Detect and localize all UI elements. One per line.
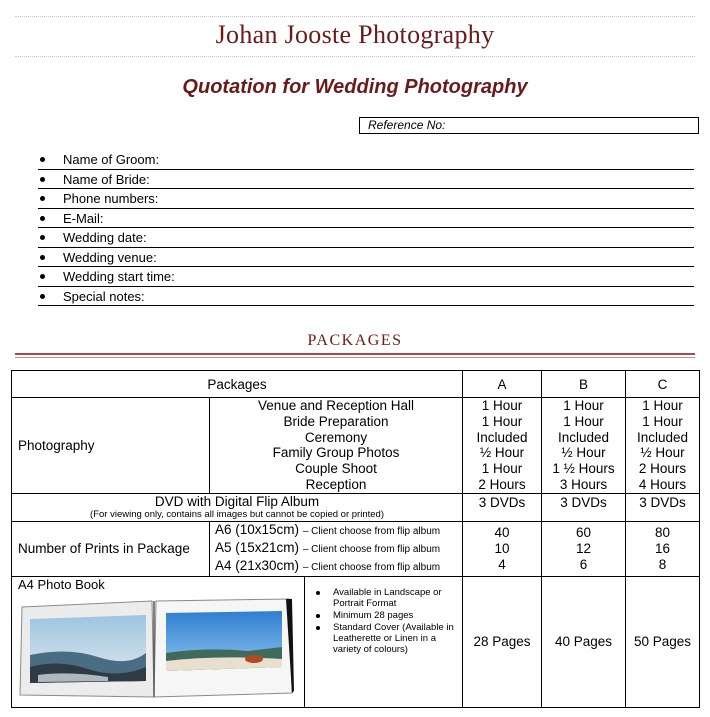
feature-text: Available in Landscape or Portrait Format <box>333 586 442 609</box>
book-feature <box>313 587 458 609</box>
print-note: – Client choose from flip album <box>302 525 441 537</box>
bullet-icon <box>316 626 320 630</box>
cell-value: 4 Hours <box>638 476 687 492</box>
photography-label: Photography <box>12 398 210 494</box>
cell-value: Included <box>557 429 610 445</box>
photo-item: Couple Shoot <box>295 461 377 477</box>
prints-b <box>542 521 626 576</box>
feature-text: Standard Cover (Available in Leatherette or Linen in a variety of colours) <box>333 621 454 655</box>
wedding-venue-field[interactable] <box>38 248 694 268</box>
cell-value: 2 Hours <box>638 461 687 477</box>
bullet-icon <box>40 157 45 162</box>
packages-table <box>11 370 700 708</box>
photo-book-label: A4 Photo Book <box>18 576 105 592</box>
cell-value: 80 <box>655 524 671 540</box>
book-feature <box>313 622 458 655</box>
photo-book-features <box>305 577 462 707</box>
bullet-icon <box>40 177 45 182</box>
dvd-b: 3 DVDs <box>542 493 626 521</box>
cell-value: 1 Hour <box>642 413 683 429</box>
field-label: Name of Bride: <box>63 171 150 187</box>
package-a-header: A <box>463 371 542 398</box>
field-label: Wedding start time: <box>63 269 175 284</box>
prints-label: Number of Prints in Package <box>12 521 210 576</box>
cell-value: ½ Hour <box>561 445 606 461</box>
dvd-c: 3 DVDs <box>626 493 700 521</box>
cell-value: 1 Hour <box>563 413 604 429</box>
book-b: 40 Pages <box>542 576 626 707</box>
photo-book-preview <box>12 577 305 707</box>
special-notes-field[interactable] <box>38 287 694 307</box>
package-c-header: C <box>626 371 700 398</box>
cell-value: 2 Hours <box>478 476 526 492</box>
bride-name-field[interactable] <box>38 170 694 190</box>
top-rule <box>15 16 695 17</box>
cell-value: Included <box>476 429 528 445</box>
packages-rule-thin <box>15 357 695 358</box>
packages-header: Packages <box>12 371 463 398</box>
photo-book-cell <box>12 576 463 707</box>
cell-value: 8 <box>658 556 667 572</box>
bullet-icon <box>40 216 45 221</box>
print-note: – Client choose from flip album <box>302 543 441 555</box>
print-size: A6 (10x15cm) <box>215 521 300 537</box>
bullet-icon <box>40 255 45 260</box>
start-time-field[interactable] <box>38 267 694 287</box>
dvd-label: DVD with Digital Flip Album <box>154 494 320 510</box>
cell-value: 1 Hour <box>481 398 523 413</box>
packages-rule <box>15 353 695 355</box>
field-label: Wedding date: <box>63 230 147 245</box>
cell-value: 12 <box>576 540 592 556</box>
table-header-row <box>12 371 700 398</box>
cell-value: 60 <box>576 524 592 540</box>
prints-sizes <box>210 521 463 576</box>
cell-value: 1 Hour <box>481 413 523 429</box>
feature-text: Minimum 28 pages <box>333 609 414 621</box>
cell-value: 1 Hour <box>642 398 683 413</box>
bullet-icon <box>40 196 45 201</box>
photography-row <box>12 398 700 494</box>
book-c: 50 Pages <box>626 576 700 707</box>
field-label: Name of Groom: <box>63 152 160 167</box>
cell-value: 40 <box>494 524 510 540</box>
print-size-row <box>215 558 462 576</box>
photo-item: Family Group Photos <box>272 445 400 461</box>
dvd-a: 3 DVDs <box>463 493 542 521</box>
photography-c <box>626 398 700 494</box>
cell-value: ½ Hour <box>479 445 525 461</box>
bullet-icon <box>316 591 320 595</box>
photo-item: Reception <box>305 476 367 492</box>
photo-book-row <box>12 576 700 707</box>
client-details-form <box>38 150 694 306</box>
cell-value: 16 <box>655 540 671 556</box>
wedding-date-field[interactable] <box>38 228 694 248</box>
cell-value: 4 <box>498 556 506 572</box>
print-note: – Client choose from flip album <box>302 561 441 573</box>
field-label: Wedding venue: <box>63 249 157 265</box>
cell-value: 1 Hour <box>563 398 604 413</box>
photography-b <box>542 398 626 494</box>
reference-label: Reference No: <box>368 118 446 132</box>
packages-heading: PACKAGES <box>307 332 403 349</box>
field-label: E-Mail: <box>63 210 104 226</box>
print-size-row <box>215 540 462 558</box>
package-b-header: B <box>542 371 626 398</box>
document-title: Quotation for Wedding Photography <box>182 76 528 98</box>
cell-value: 1 ½ Hours <box>552 461 615 477</box>
cell-value: 10 <box>494 540 510 556</box>
photography-a <box>463 398 542 494</box>
reference-field[interactable] <box>359 117 699 134</box>
cell-value: 1 Hour <box>481 461 523 477</box>
book-feature <box>313 610 458 621</box>
bullet-icon <box>316 614 320 618</box>
groom-name-field[interactable] <box>38 150 694 170</box>
company-name: Johan Jooste Photography <box>215 20 495 49</box>
photo-book-image <box>18 597 294 701</box>
email-field[interactable] <box>38 209 694 229</box>
prints-row <box>12 521 700 576</box>
prints-a <box>463 521 542 576</box>
photo-item: Bride Preparation <box>283 413 389 429</box>
print-size: A5 (15x21cm) <box>215 539 300 555</box>
field-label: Special notes: <box>63 288 145 304</box>
book-a: 28 Pages <box>463 576 542 707</box>
print-size: A4 (21x30cm) <box>215 557 300 573</box>
phone-field[interactable] <box>38 189 694 209</box>
dvd-label-cell <box>12 493 463 521</box>
cell-value: 3 Hours <box>559 476 608 492</box>
prints-c <box>626 521 700 576</box>
bullet-icon <box>40 274 45 279</box>
dvd-note: (For viewing only, contains all images but cannot be copied or printed) <box>90 509 384 521</box>
dvd-row <box>12 493 700 521</box>
bullet-icon <box>40 294 45 299</box>
header-rule <box>15 56 695 57</box>
cell-value: 6 <box>579 556 588 572</box>
photo-item: Venue and Reception Hall <box>257 398 415 413</box>
photography-items <box>210 398 463 494</box>
field-label: Phone numbers: <box>63 191 159 206</box>
cell-value: Included <box>636 429 689 445</box>
bullet-icon <box>40 235 45 240</box>
cell-value: ½ Hour <box>640 445 685 461</box>
print-size-row <box>215 522 462 540</box>
photo-item: Ceremony <box>304 429 368 445</box>
